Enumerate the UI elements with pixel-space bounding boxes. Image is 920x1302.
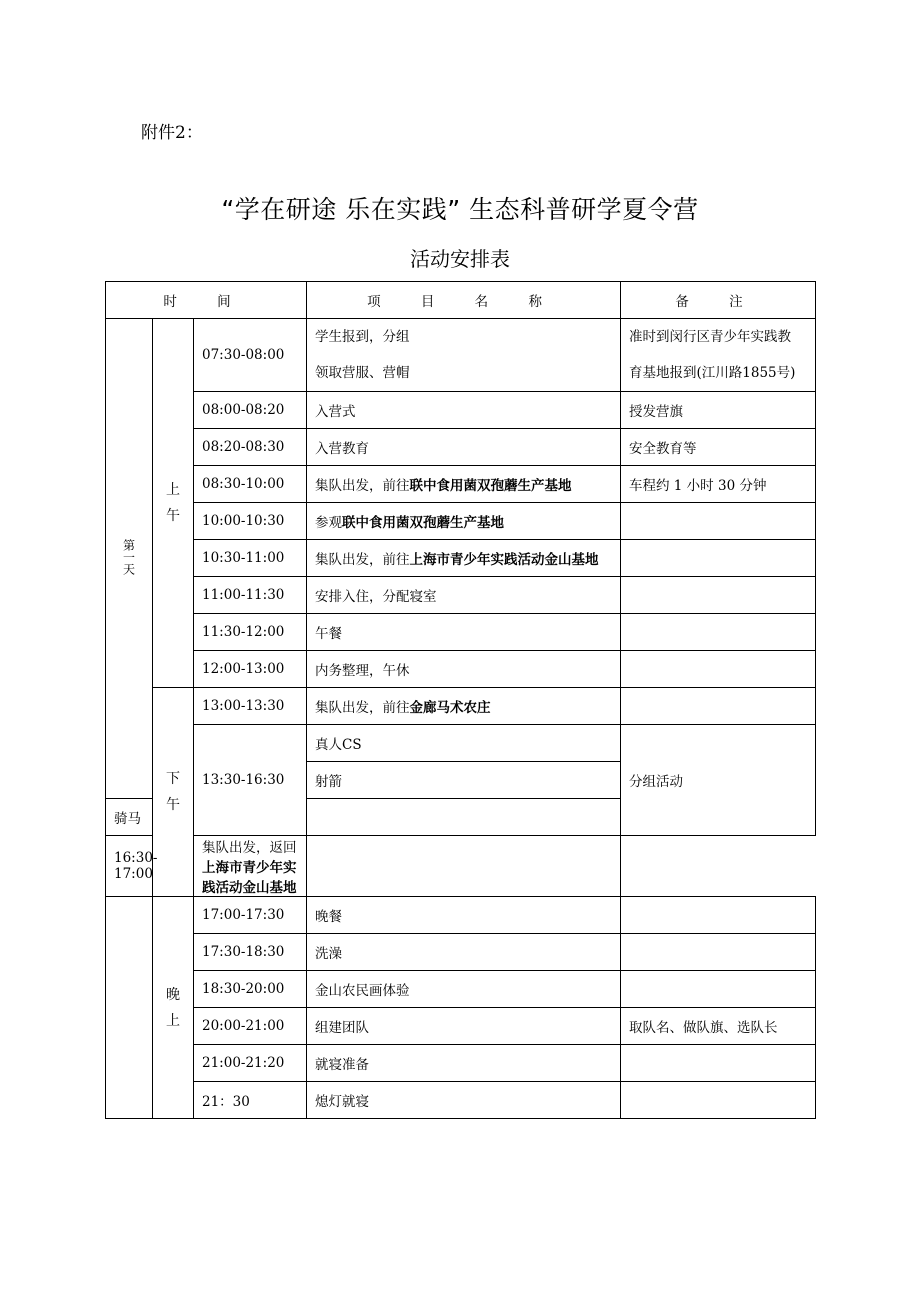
header-row	[106, 282, 816, 319]
item-text: 集队出发，前往	[315, 478, 410, 494]
item-cell	[307, 319, 621, 392]
period-morning	[153, 319, 194, 688]
remark-cell: 车程约 1 小时 30 分钟	[621, 466, 816, 503]
item-location: 上海市青少年实践活动金山基地	[409, 552, 599, 568]
time-cell: 18:30-20:00	[194, 971, 307, 1008]
item-location: 上海市青少年实践活动金山基地	[202, 860, 297, 896]
attachment-label: 附件2：	[141, 123, 203, 143]
item-cell	[307, 688, 621, 725]
item-cell: 组建团队	[307, 1008, 621, 1045]
period-evening-label: 晚上	[166, 986, 180, 1029]
table-row	[106, 971, 816, 1008]
period-evening	[153, 897, 194, 1119]
table-row	[106, 651, 816, 688]
item-cell	[194, 836, 307, 897]
time-cell: 21:00-21:20	[194, 1045, 307, 1082]
remark-cell	[621, 651, 816, 688]
remark-cell	[621, 1045, 816, 1082]
item-cell: 熄灯就寝	[307, 1082, 621, 1119]
table-row	[106, 725, 816, 762]
remark-line: 准时到闵行区青少年实践教	[629, 329, 792, 345]
remark-cell	[621, 540, 816, 577]
remark-line: 育基地报到(江川路1855号)	[629, 365, 796, 381]
time-cell: 21：30	[194, 1082, 307, 1119]
item-text: 集队出发，前往	[315, 700, 410, 716]
item-text: 集队出发，前往	[315, 552, 410, 568]
table-row	[106, 319, 816, 392]
item-location: 金廊马术农庄	[409, 700, 491, 716]
day-cell-continued	[106, 897, 153, 1119]
table-row	[106, 429, 816, 466]
time-cell: 11:00-11:30	[194, 577, 307, 614]
item-cell: 射箭	[307, 762, 621, 799]
remark-cell	[621, 319, 816, 392]
document-subtitle: 活动安排表	[410, 247, 510, 271]
item-cell: 午餐	[307, 614, 621, 651]
time-cell: 10:00-10:30	[194, 503, 307, 540]
day-label: 第一天	[121, 538, 136, 575]
remark-cell	[621, 614, 816, 651]
header-project: 项 目 名 称	[307, 282, 621, 319]
time-cell: 13:30-16:30	[194, 725, 307, 836]
remark-cell	[621, 897, 816, 934]
table-row	[106, 540, 816, 577]
day-cell	[106, 319, 153, 799]
item-line: 领取营服、营帽	[315, 365, 410, 381]
remark-cell	[621, 503, 816, 540]
period-afternoon-label: 下午	[166, 771, 180, 813]
item-line: 学生报到，分组	[315, 329, 410, 345]
time-cell: 13:00-13:30	[194, 688, 307, 725]
item-cell	[307, 466, 621, 503]
remark-cell	[621, 577, 816, 614]
table-row	[106, 503, 816, 540]
item-text: 集队出发，返回	[202, 840, 297, 856]
item-cell: 就寝准备	[307, 1045, 621, 1082]
item-cell: 洗澡	[307, 934, 621, 971]
time-cell: 08:20-08:30	[194, 429, 307, 466]
table-row	[106, 897, 816, 934]
document-title: “学在研途 乐在实践” 生态科普研学夏令营	[221, 195, 699, 224]
table-row	[106, 614, 816, 651]
period-afternoon	[153, 688, 194, 897]
time-cell: 08:30-10:00	[194, 466, 307, 503]
period-morning-label: 上午	[166, 482, 180, 524]
item-cell: 金山农民画体验	[307, 971, 621, 1008]
remark-cell	[621, 934, 816, 971]
header-remark: 备 注	[621, 282, 816, 319]
time-cell: 20:00-21:00	[194, 1008, 307, 1045]
remark-cell: 安全教育等	[621, 429, 816, 466]
remark-cell	[307, 836, 621, 897]
table-row	[106, 1008, 816, 1045]
item-cell: 骑马	[106, 799, 153, 836]
item-cell: 真人CS	[307, 725, 621, 762]
time-cell: 07:30-08:00	[194, 319, 307, 392]
item-cell: 入营式	[307, 392, 621, 429]
item-location: 联中食用菌双孢蘑生产基地	[342, 515, 505, 531]
table-row	[106, 836, 816, 897]
remark-cell: 授发营旗	[621, 392, 816, 429]
item-text: 参观	[315, 515, 343, 531]
time-cell: 10:30-11:00	[194, 540, 307, 577]
table-row	[106, 688, 816, 725]
table-row	[106, 1082, 816, 1119]
time-cell: 08:00-08:20	[194, 392, 307, 429]
item-cell	[307, 540, 621, 577]
schedule-table	[105, 281, 816, 1119]
remark-cell: 取队名、做队旗、选队长	[621, 1008, 816, 1045]
item-cell: 晚餐	[307, 897, 621, 934]
header-time: 时 间	[106, 282, 307, 319]
table-row	[106, 1045, 816, 1082]
time-cell: 12:00-13:00	[194, 651, 307, 688]
remark-cell	[621, 971, 816, 1008]
remark-cell: 分组活动	[621, 725, 816, 836]
item-cell: 安排入住，分配寝室	[307, 577, 621, 614]
time-cell: 17:30-18:30	[194, 934, 307, 971]
remark-cell	[621, 1082, 816, 1119]
table-row	[106, 934, 816, 971]
time-cell: 17:00-17:30	[194, 897, 307, 934]
item-cell: 入营教育	[307, 429, 621, 466]
item-cell: 内务整理，午休	[307, 651, 621, 688]
table-row	[106, 392, 816, 429]
item-cell	[307, 503, 621, 540]
table-row	[106, 577, 816, 614]
time-cell: 11:30-12:00	[194, 614, 307, 651]
remark-cell	[621, 688, 816, 725]
item-location: 联中食用菌双孢蘑生产基地	[409, 478, 572, 494]
table-row	[106, 466, 816, 503]
time-cell: 16:30-17:00	[106, 836, 153, 897]
